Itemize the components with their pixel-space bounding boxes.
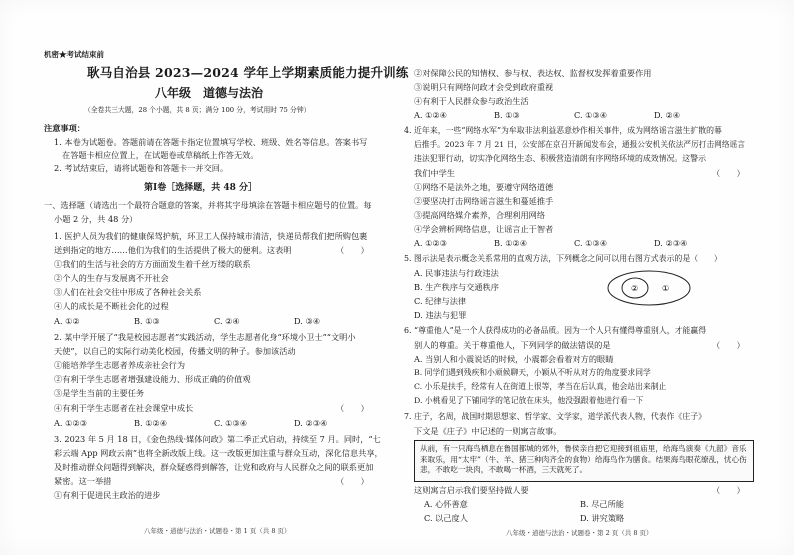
q4-stem: 违法犯罪行动，切实净化网络生态、积极营造清朗有序网络环境的成效情况。这警示	[414, 154, 706, 163]
q7-answer-paren: （ ）	[712, 485, 745, 495]
q3-stem: 及时推动群众问题得到解决，群众疑惑得到解答，让党和政府与人民群众之间的联系更加	[54, 462, 374, 472]
q3-option-a: A. ①②④	[414, 110, 448, 120]
fable-quote-box: 从前，有一只海鸟栖息在鲁国都城的郊外，鲁侯亲自把它迎接到祖庙里，给海鸟演奏《九韶》音乐来取乐，用“太牢”（牛、羊、猪三种肉齐全的食物）给海鸟作为膳食。结果海鸟眼花缭乱，忧心伤悲，不敢吃一块肉，不敢喝一杯酒，三天就死了。	[414, 440, 754, 482]
q2-option-a: A. ①②③	[54, 418, 88, 428]
q7-option-c: C. 以己度人	[424, 513, 468, 523]
q2-stem: 2. 某中学开展了“我是校园志愿者”实践活动，学生志愿者化身“环境小卫士”“文明小	[54, 332, 356, 342]
q4-option-b: B. ①②④	[494, 238, 528, 248]
q6-option-d: D. 小桃看见了下铺同学的笔记放在床头，他没强跟着他进行看一下	[414, 396, 644, 405]
q1-option-b: B. ①③	[134, 316, 160, 326]
q1-stem: 1. 医护人员为我们的健康保驾护航，环卫工人保持城市清洁，快递员帮我们把所购包裹	[54, 231, 368, 241]
q1-item: ④人的成长是不断社会化的过程	[54, 301, 169, 311]
q2-option-c: C. ①③④	[214, 418, 248, 428]
confidential-label: 机密★考试结束前	[44, 50, 104, 59]
note-line: 1. 本卷为试题卷。答题前请在答题卡指定位置填写学校、班级、姓名等信息。答案书写	[54, 137, 368, 147]
q2-item: ④有利于学生志愿者在社会课堂中成长	[54, 403, 194, 413]
q2-item: ③是学生当前的主要任务	[54, 388, 145, 398]
q5-option-c: C. 纪律与法律	[414, 296, 467, 306]
page-footer: 八年级・道德与法治・试题卷・第 2 页（共 8 页）	[506, 529, 653, 537]
q3-answer-paren: （ ）	[336, 476, 369, 486]
q3-stem: 紧密。这一举措	[54, 476, 112, 486]
q2-option-d: D. ②③④	[294, 418, 328, 428]
outer-ellipse	[608, 271, 690, 305]
page-1	[40, 0, 409, 555]
page-footer: 八年级・道德与法治・试题卷・第 1 页（共 8 页）	[144, 527, 291, 535]
q2-answer-paren: （ ）	[336, 403, 369, 413]
q7-question: 这则寓言启示我们要坚持做人要	[414, 485, 529, 495]
q5-option-d: D. 违法与犯罪	[414, 310, 467, 320]
q6-option-a: A. 当别人和小震说话的时候，小震都会看着对方的眼睛	[414, 354, 614, 364]
notes-heading: 注意事项：	[44, 123, 85, 133]
exam-subtitle: （全卷共三大题，28 个小题，共 8 页；满分 100 分，考试用时 75 分钟）	[84, 106, 311, 114]
q3-item: ②对保障公民的知情权、参与权、表达权、监督权发挥着重要作用	[414, 68, 652, 78]
q3-option-b: B. ①③	[494, 110, 520, 120]
q2-item: ②有利于学生志愿者增强建设能力、形成正确的价值观	[54, 374, 251, 384]
section1-line: 小题 2 分，共 48 分）	[54, 214, 138, 224]
q1-item: ②个人的生存与发展离不开社会	[54, 273, 169, 283]
q1-item: ③人们在社会交往中形成了各种社会关系	[54, 287, 202, 297]
part1-heading: 第Ⅰ卷［选择题，共 48 分］	[144, 183, 258, 193]
outer-label: ①	[662, 284, 670, 293]
q7-stem: 7. 庄子，名周，战国时期思想家、哲学家、文学家，道学派代表人物，代表作《庄子》	[404, 412, 706, 421]
q6-answer-paren: （ ）	[712, 340, 745, 350]
q2-option-b: B. ①②④	[134, 418, 168, 428]
q7-option-b: B. 尽己所能	[580, 499, 624, 509]
q1-option-a: A. ①②	[54, 316, 80, 326]
q3-stem: 彩云端 App 网政云南”也将全新改版上线。这一改版更加注重与群众互动，深化信息共享，	[54, 448, 383, 458]
q7-option-d: D. 讲究策略	[580, 513, 625, 523]
q7-stem: 下文是《庄子》中记述的一则寓言故事。	[414, 426, 562, 436]
q6-option-b: B. 同学们遇到残疾和小顽候聊天，小颖从不听从对方的角度要求同学	[414, 368, 651, 377]
q7-option-a: A. 心怀善意	[424, 499, 468, 509]
q4-option-a: A. ①②③	[414, 238, 448, 248]
q6-option-c: C. 小乐是扶手，经常有人在街道上很等，孝当在后认真，他会站出来制止	[414, 382, 667, 391]
q3-item: ④有利于人民群众参与政治生活	[414, 96, 529, 106]
exam-subject: 八年级 道德与法治	[155, 86, 264, 100]
exam-title: 耿马自治县 2023—2024 学年上学期素质能力提升训练	[87, 65, 409, 80]
q5-option-b: B. 生产秩序与交通秩序	[414, 282, 499, 292]
q4-item: ③提高网络媒介素养，合理利用网络	[414, 210, 546, 220]
q1-stem: 送到指定的地方……他们为我们的生活提供了极大的便利。这表明	[54, 245, 292, 255]
q1-option-d: D. ③④	[294, 316, 321, 326]
q5-option-a: A. 民事违法与行政违法	[414, 268, 499, 278]
q3-option-d: D. ②④	[654, 110, 681, 120]
q3-stem: 3. 2023 年 5 月 18 日，《金色热线·媒体问政》第二季正式启动，持续至 7 月。同时，“七	[54, 434, 381, 444]
inner-label: ②	[631, 284, 639, 293]
q4-stem: 我们中学生	[414, 168, 455, 178]
note-line: 2. 考试结束后，请将试题卷和答题卡一并交回。	[54, 163, 229, 173]
q1-option-c: C. ②④	[214, 316, 240, 326]
q4-item: ②要坚决打击网络谣言滋生和蔓延推手	[414, 196, 554, 206]
q2-stem: 天使”，以自己的实际行动美化校园，传播文明的种子。参加该活动	[54, 346, 296, 356]
venn-diagram	[606, 268, 692, 308]
q3-item: ①有利于促进民主政治的进步	[54, 490, 161, 500]
q4-stem: 4. 近年来，一些“网络水军”为牟取非法利益恶意炒作相关事件，成为网络谣言滋生扩散的幕	[404, 126, 722, 135]
q3-option-c: C. ①③④	[574, 110, 608, 120]
section1-line: 一、选择题（请选出一个最符合题意的答案，并将其字母填涂在答题卡相应题号的位置。每	[44, 200, 372, 210]
q4-item: ④学会辨析网络信息，让谣言止于智者	[414, 224, 554, 234]
note-line: 在答题卡相应位置上，在试题卷或草稿纸上作答无效。	[62, 150, 259, 160]
q5-stem: 5. 图示法是表示概念关系常用的直观方法，下列概念之间可以用右图方式表示的是（ ）	[404, 254, 722, 263]
q1-answer-paren: （ ）	[336, 245, 369, 255]
page-2	[404, 0, 762, 555]
q4-option-d: D. ②③④	[654, 238, 688, 248]
q4-option-c: C. ①③④	[574, 238, 608, 248]
q1-item: ①我们的生活与社会的方方面面发生着千丝万缕的联系	[54, 259, 251, 269]
q4-answer-paren: （ ）	[712, 168, 745, 178]
q6-stem: 6. “尊重他人”是一个人获得成功的必备品质。因为一个人只有懂得尊重别人，才能赢得	[404, 326, 707, 335]
q2-item: ①能培养学生志愿者养成亲社会行为	[54, 360, 186, 370]
q4-stem: 后推手。2023 年 7 月 21 日，公安部在京召开新闻发布会，通报公安机关依法严厉打击网络谣言	[414, 140, 745, 149]
q4-item: ①网络不是法外之地，要遵守网络道德	[414, 182, 554, 192]
q6-stem: 别人的尊重。关于尊重他人，下列同学的做法错误的是	[414, 340, 611, 350]
q3-item: ③说明只有网络问政才会受到政府重视	[414, 82, 554, 92]
